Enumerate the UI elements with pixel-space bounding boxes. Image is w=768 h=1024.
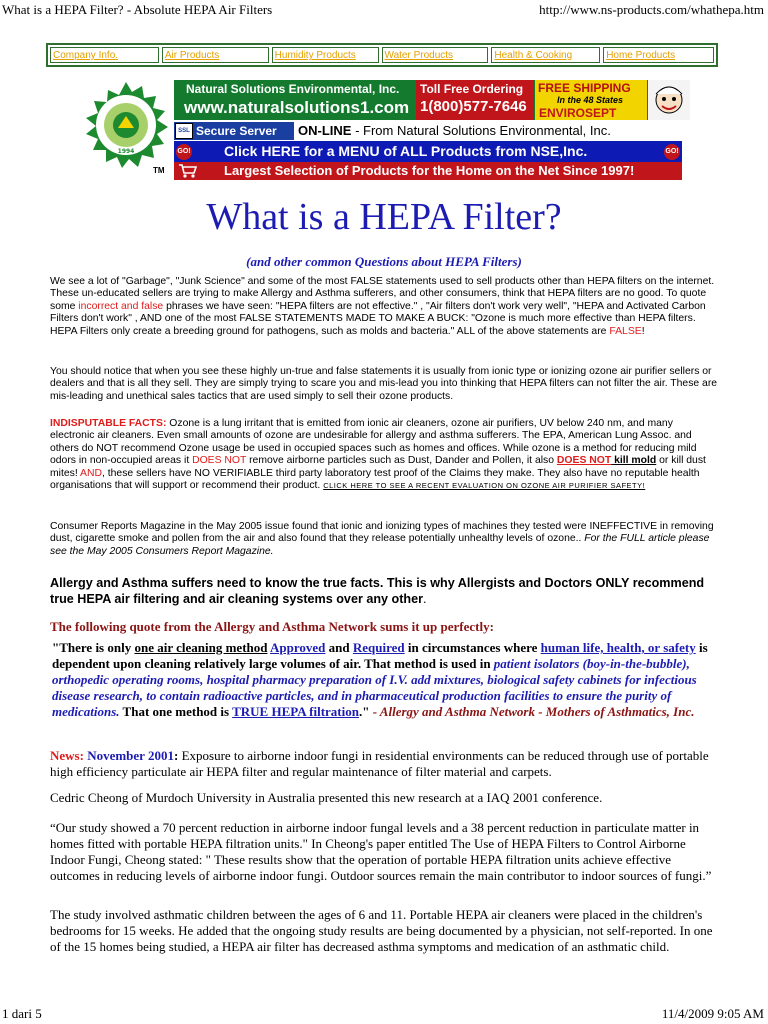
quote-underlined-phrase: one air cleaning method [134, 640, 268, 655]
ozone-sellers-paragraph: You should notice that when you see these highly un-true and false statements it is usually from ionic type or ionizing ozone air purifier sellers or dealers and that is all they sell. They are simply trying to scare you and mis-lead you into thinking that HEPA filters can not filter the air. These are mis-leading and unethical sales tactics that are used simply to sell their ozone products. [50, 366, 718, 402]
facts-paragraph [50, 418, 718, 492]
shopping-cart-icon [178, 163, 198, 179]
toll-free-label: Toll Free Ordering [420, 82, 524, 96]
approved-link[interactable]: Approved [270, 640, 326, 655]
top-nav [46, 43, 718, 67]
news-colon: : [173, 748, 179, 763]
quote-uses-list: patient isolators (boy-in-the-bubble), orthopedic operating rooms, hospital pharmacy preparation of I.V. add mixtures, biological safety cabinets for infectious disease research, to contain radioactive particles, and in pharmaceutical production facilities to ensure the purity of medications. [52, 656, 697, 719]
quote-text-b: in circumstances where [404, 640, 541, 655]
go-right-icon[interactable]: GO! [664, 144, 680, 160]
required-link[interactable]: Required [352, 640, 405, 655]
print-header [0, 0, 768, 18]
mascot-face-icon [648, 80, 690, 120]
svg-text:1994: 1994 [117, 148, 135, 155]
nav-company-info[interactable]: Company Info. [50, 47, 159, 63]
cedric-paragraph: Cedric Cheong of Murdoch University in Australia presented this new research at a IAQ 2001 conference. [50, 790, 603, 805]
aan-quote [52, 640, 712, 720]
quote-attribution: - Allergy and Asthma Network - Mothers of Asthmatics, Inc. [369, 704, 695, 719]
online-bold: ON-LINE [298, 123, 352, 138]
quote-text-d: That one method is [119, 704, 233, 719]
print-page-title: What is a HEPA Filter? - Absolute HEPA Air Filters [2, 2, 273, 17]
intro-paragraph [50, 276, 718, 338]
print-page-url: http://www.ns-products.com/whathepa.htm [539, 2, 764, 17]
news-label: News: [50, 748, 84, 763]
banner-url[interactable]: www.naturalsolutions1.com [184, 98, 410, 117]
toll-free-box [416, 80, 534, 120]
nav-air-products[interactable]: Air Products [162, 47, 269, 63]
human-life-link[interactable]: human life, health, or safety [540, 640, 696, 655]
true-hepa-link[interactable]: TRUE HEPA filtration [232, 704, 359, 719]
banner-secure-row [174, 122, 690, 140]
facts-does-not: DOES NOT [192, 455, 247, 467]
menu-link-bar[interactable] [174, 141, 682, 162]
envirosept-label: ENVIROSEPT [539, 106, 617, 120]
company-seal-logo [82, 80, 170, 170]
ozone-safety-link[interactable]: CLICK HERE TO SEE A RECENT EVALUATION ON OZONE AIR PURIFIER SAFETY! [323, 481, 646, 491]
print-datetime: 11/4/2009 9:05 AM [661, 1006, 764, 1021]
trademark-mark: TM [153, 166, 165, 175]
online-tagline [298, 123, 611, 138]
facts-text-a: Ozone is a lung irritant that is emitted from ionic air cleaners, ozone air purifiers, UV below 240 nm, and many electronic air cleaners. Even small amounts of ozone are undesirable for allergy and asthma sufferers. The EPA, American Lung Assoc. and others do NOT recommend Ozone usage be used in occupied spaces such as homes and offices. While ozone is a method for reducing mild odors in non-occupied areas it [50, 418, 697, 467]
facts-and: AND [80, 467, 102, 479]
nav-health-cooking[interactable]: Health & Cooking [491, 47, 600, 63]
consumer-reports-text: Consumer Reports Magazine in the May 2005 issue found that ionic and ionizing types of machines they tested were INEFFECTIVE in removing dust, cigarette smoke and pollen from the air and also found that they release potentially unhealthy levels of ozone.. [50, 521, 714, 545]
consumer-reports-italic: For the FULL article please see the May 2005 Consumers Report Magazine. [50, 533, 710, 557]
free-shipping-box [535, 80, 647, 120]
news-paragraph [50, 748, 720, 780]
go-left-icon[interactable]: GO! [176, 144, 192, 160]
quote-end: ." [358, 704, 370, 719]
lock-icon: SSL [175, 123, 193, 139]
nav-home-products[interactable]: Home Products [603, 47, 714, 63]
quote-intro: The following quote from the Allergy and Asthma Network sums it up perfectly: [50, 619, 494, 634]
intro-false-word: FALSE [609, 325, 642, 337]
largest-selection-bar [174, 162, 682, 180]
nav-humidity-products[interactable]: Humidity Products [272, 47, 379, 63]
banner-top-row [174, 80, 690, 120]
study-paragraph: “Our study showed a 70 percent reduction in airborne indoor fungal levels and a 38 percent reduction in particulate matter in homes fitted with portable HEPA filtration units." In Cheong's paper entitled The Use of HEPA Filters to Control Airborne Indoor Fungi, Cheong stated: " These results show that the operation of portable HEPA filtration units achieve effective outcomes in reducing levels of airborne indoor fungi. Outdoor sources remain the main contributor to indoor sources of fungi.” [50, 820, 712, 883]
menu-link-text[interactable]: Click HERE for a MENU of ALL Products from NSE,Inc. [224, 143, 588, 159]
allergy-end: . [423, 592, 427, 606]
allergy-text: Allergy and Asthma suffers need to know the true facts. This is why Allergists and Doctors ONLY recommend true HEPA air filtering and air cleaning systems over any other [50, 576, 705, 606]
news-date: November 2001 [87, 748, 174, 763]
facts-kill-mold: kill mold [611, 455, 657, 467]
news-text: Exposure to airborne indoor fungi in residential environments can be reduced through use of portable high efficiency particulate air HEPA filter and regular maintenance of filter material and carpets. [50, 748, 709, 779]
intro-red-phrase: incorrect and false [78, 300, 164, 312]
facts-does-not-bold: DOES NOT [556, 455, 612, 467]
intro-text-a: We see a lot of "Garbage", "Junk Science" and some of the most FALSE statements used to sell products other than HEPA filters on the internet. These un-educated sellers are trying to make Allergy and Asthma sufferers, and other consumers, think that HEPA filters are no good. To quote some [50, 276, 715, 312]
allergy-paragraph [50, 575, 730, 607]
quote-text-c: is dependent upon cleaning relatively large volumes of air. That method is used in [52, 640, 708, 671]
shipping-states: In the 48 States [557, 95, 624, 105]
page-subtitle: (and other common Questions about HEPA Filters) [246, 254, 522, 269]
phone-number: 1(800)577-7646 [420, 98, 527, 115]
print-page-number: 1 dari 5 [2, 1006, 42, 1021]
free-shipping-label: FREE SHIPPING [538, 81, 631, 95]
nse-banner[interactable] [82, 80, 682, 182]
quote-text-a: "There is only [52, 640, 135, 655]
nav-water-products[interactable]: Water Products [382, 47, 489, 63]
intro-end: ! [641, 325, 645, 337]
children-paragraph: The study involved asthmatic children between the ages of 6 and 11. Portable HEPA air cleaners were placed in the children's bedrooms for 15 weeks. He added that the ongoing study results are being documented by a physician, not self-reported. In one of the 15 homes being studied, a HEPA air filter has decreased asthma symptoms and medication of an asthmatic child. [50, 907, 713, 954]
facts-text-c: or kill dust mites! [50, 455, 706, 479]
secure-server-badge [174, 122, 294, 140]
intro-text-b: phrases we have seen: "HEPA filters are not effective." , "Air filters don't work very well", "HEPA and Activated Carbon Filters don't work" , AND one of the most FALSE STATEMENTS MADE TO MAKE A BUCK: "Ozone is much more effective than HEPA filters. HEPA Filters only create a breeding ground for pathogens, such as molds and bacteria." ALL of the above statements are [50, 300, 706, 337]
facts-text-d: , these sellers have NO VERIFIABLE third party laboratory test proof of the Claims they make. They also have no reputable health organisations that will support or recommend their product. [50, 467, 700, 492]
online-rest: - From Natural Solutions Environmental, Inc. [351, 123, 611, 138]
print-footer [0, 1006, 768, 1024]
facts-text-b: remove airborne particles such as Dust, Dander and Pollen, it also [246, 455, 557, 467]
largest-selection-text: Largest Selection of Products for the Home on the Net Since 1997! [224, 163, 635, 178]
facts-label: INDISPUTABLE FACTS: [50, 418, 167, 429]
consumer-reports-paragraph [50, 521, 718, 558]
page-title: What is a HEPA Filter? [206, 196, 562, 238]
banner-company-name: Natural Solutions Environmental, Inc. [186, 82, 400, 96]
quote-and: and [325, 640, 353, 655]
secure-server-label: Secure Server [196, 124, 277, 138]
